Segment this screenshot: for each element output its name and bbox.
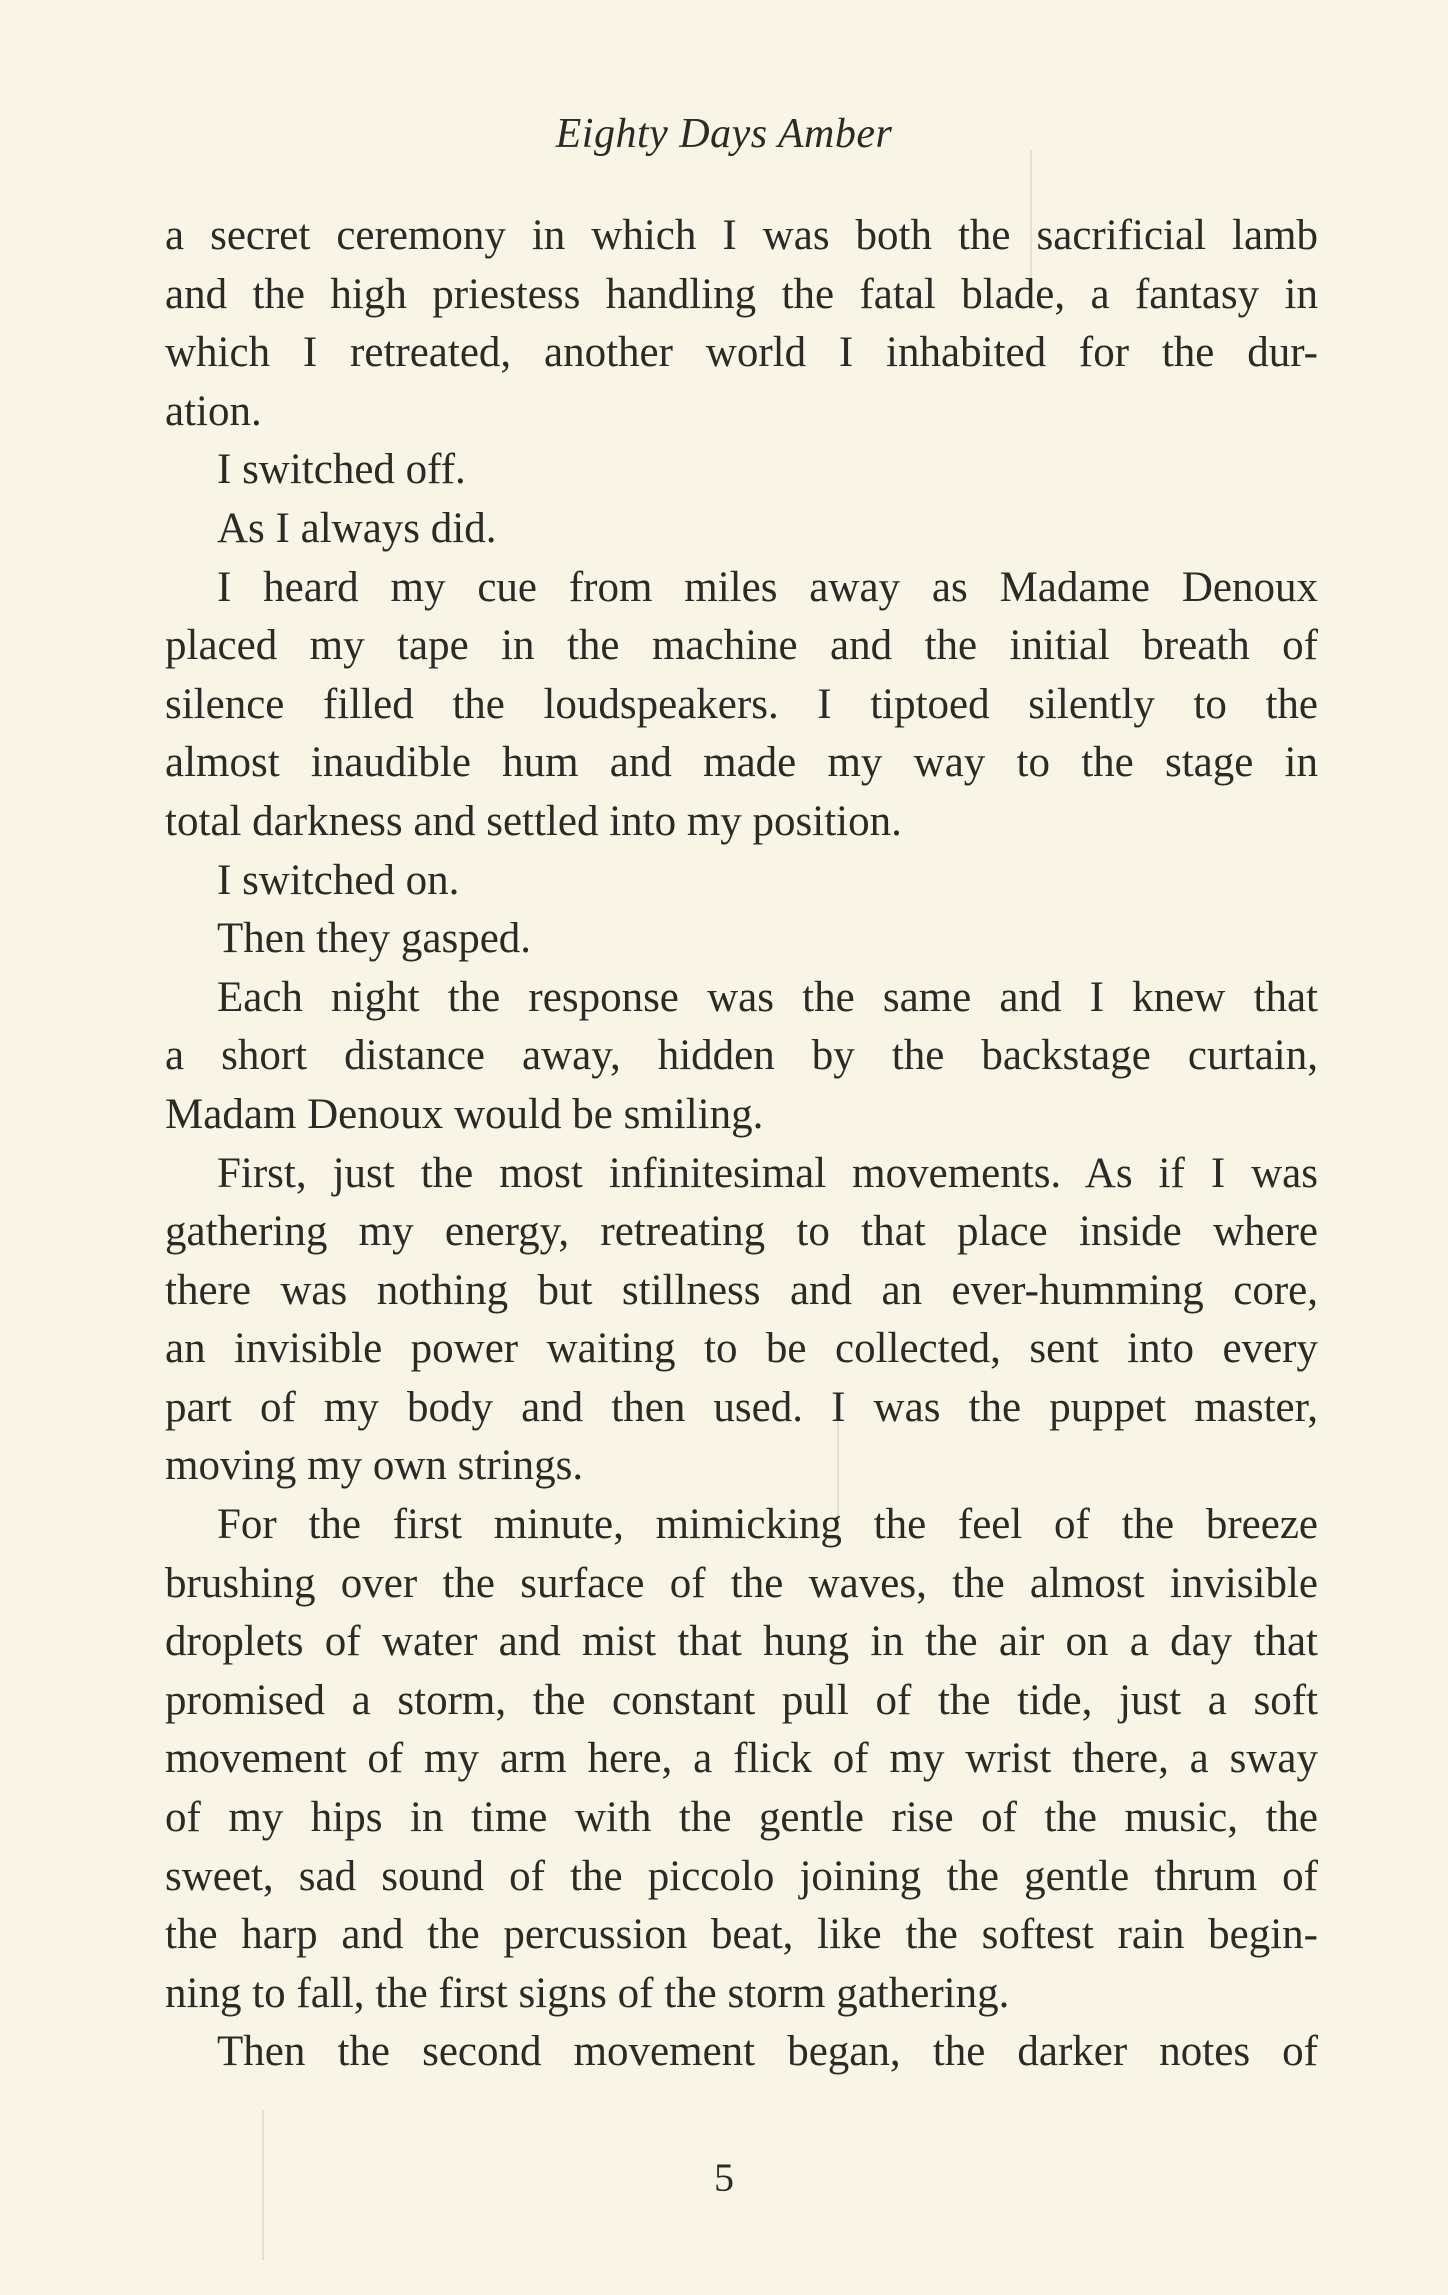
text-line: Then they gasped. — [217, 915, 532, 963]
text-line: moving my own strings. — [165, 1442, 584, 1490]
text-line: a secret ceremony in which I was both the sacrificial lamb — [165, 212, 1318, 259]
text-line: Madam Denoux would be smiling. — [165, 1090, 764, 1138]
text-line: ation. — [165, 387, 262, 435]
page-number: 5 — [714, 2155, 734, 2200]
text-line: Then the second movement began, the darker notes of — [217, 2028, 1318, 2076]
text-line: movement of my arm here, a flick of my wrist there, a sway — [165, 1735, 1318, 1783]
text-line: promised a storm, the constant pull of the tide, just a soft — [165, 1676, 1318, 1724]
text-line: As I always did. — [217, 504, 497, 552]
text-line: ning to fall, the first signs of the storm gathering. — [165, 1969, 1010, 2017]
text-line: an invisible power waiting to be collected, sent into every — [165, 1325, 1318, 1373]
text-line: almost inaudible hum and made my way to the stage in — [165, 739, 1318, 787]
text-line: and the high priestess handling the fatal blade, a fantasy in — [165, 270, 1318, 318]
text-line: I heard my cue from miles away as Madame Denoux — [217, 563, 1318, 611]
text-line: sweet, sad sound of the piccolo joining the gentle thrum of — [165, 1852, 1318, 1900]
text-line: For the first minute, mimicking the feel of the breeze — [217, 1501, 1318, 1549]
text-line: of my hips in time with the gentle rise of the music, the — [165, 1794, 1318, 1842]
text-line: there was nothing but stillness and an ever-humming core, — [165, 1266, 1318, 1314]
text-line: droplets of water and mist that hung in the air on a day that — [165, 1618, 1318, 1666]
body-text — [165, 207, 1318, 2082]
running-header: Eighty Days Amber — [555, 111, 893, 157]
text-line: which I retreated, another world I inhabited for the dur- — [165, 329, 1318, 377]
text-line: I switched on. — [217, 856, 460, 904]
text-line: Each night the response was the same and I knew that — [217, 973, 1318, 1021]
text-line: part of my body and then used. I was the puppet master, — [165, 1383, 1318, 1431]
text-line: brushing over the surface of the waves, the almost invisible — [165, 1559, 1318, 1607]
text-line: gathering my energy, retreating to that place inside where — [165, 1208, 1318, 1256]
text-line: I switched off. — [217, 446, 466, 494]
text-line: First, just the most infinitesimal movements. As if I was — [217, 1149, 1318, 1197]
text-line: the harp and the percussion beat, like the softest rain begin- — [165, 1911, 1318, 1959]
text-line: placed my tape in the machine and the initial breath of — [165, 622, 1318, 670]
text-line: a short distance away, hidden by the backstage curtain, — [165, 1032, 1318, 1080]
text-line: total darkness and settled into my position. — [165, 797, 902, 845]
text-line: silence filled the loudspeakers. I tiptoed silently to the — [165, 680, 1318, 728]
